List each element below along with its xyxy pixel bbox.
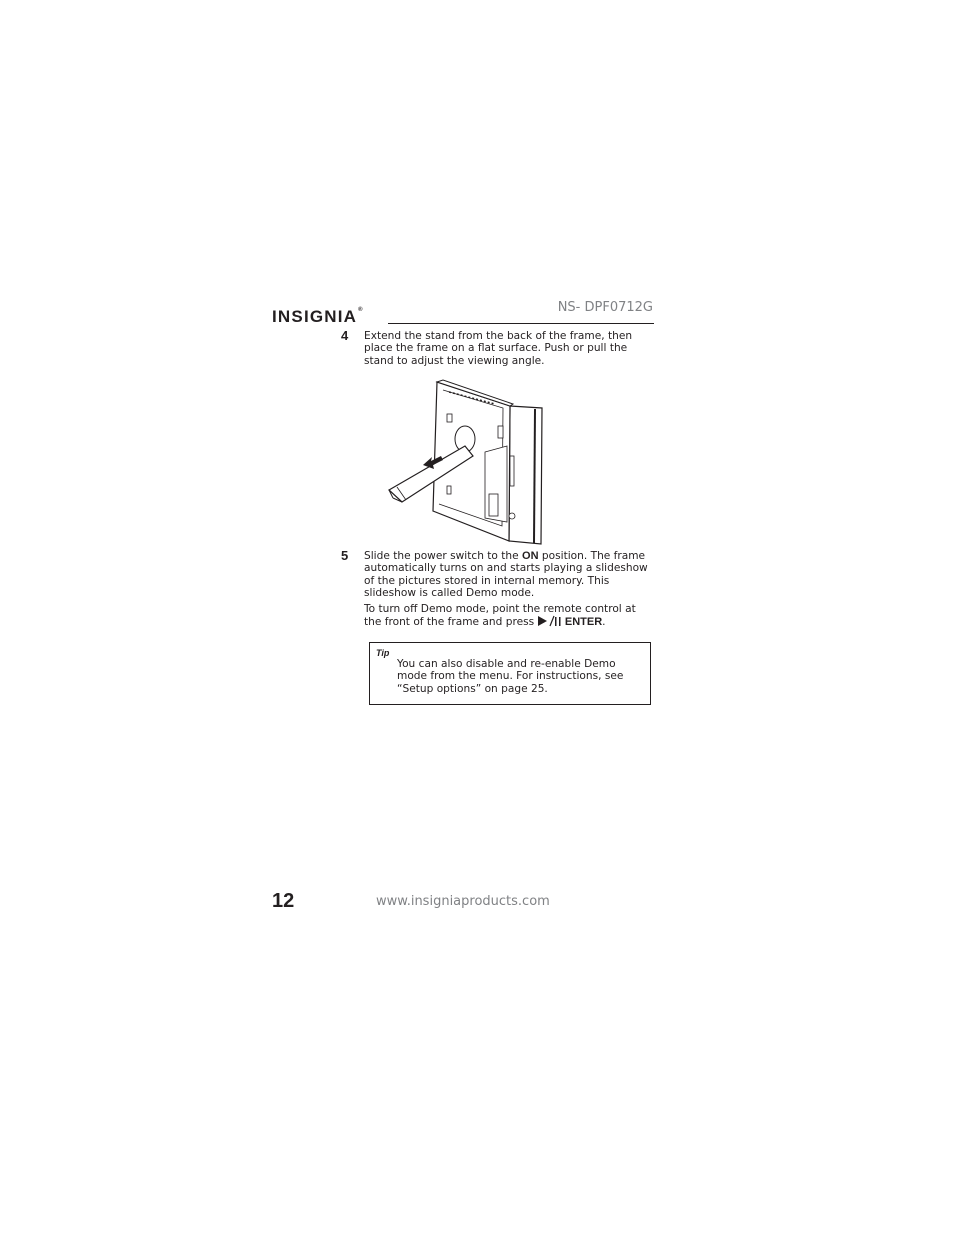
model-number: NS- DPF0712G <box>557 300 653 315</box>
tip-box <box>369 642 651 705</box>
tip-text: You can also disable and re-enable Demo mode from the menu. For instructions, see “Setup options” on page 25. <box>397 658 624 695</box>
demo-off-text: To turn off Demo mode, point the remote control at the front of the frame and press ENTER. <box>364 603 636 629</box>
step-5-text: Slide the power switch to the ON position. The frame automatically turns on and starts playing a slideshow of the pictures stored in internal memory. This slideshow is called Demo mode. <box>364 550 648 600</box>
stand-illustration <box>385 376 545 546</box>
header-rule <box>388 323 654 324</box>
step-4-number: 4 <box>341 328 349 343</box>
tip-label: Tip <box>376 648 390 658</box>
step-5-number: 5 <box>341 548 349 563</box>
step-4-text: Extend the stand from the back of the frame, then place the frame on a flat surface. Push or pull the stand to adjust the viewing angle. <box>364 330 633 367</box>
play-pause-icon <box>538 615 562 627</box>
page-number: 12 <box>272 890 295 912</box>
footer-url: www.insigniaproducts.com <box>376 894 550 909</box>
brand-logo: INSIGNIA® <box>272 307 364 326</box>
